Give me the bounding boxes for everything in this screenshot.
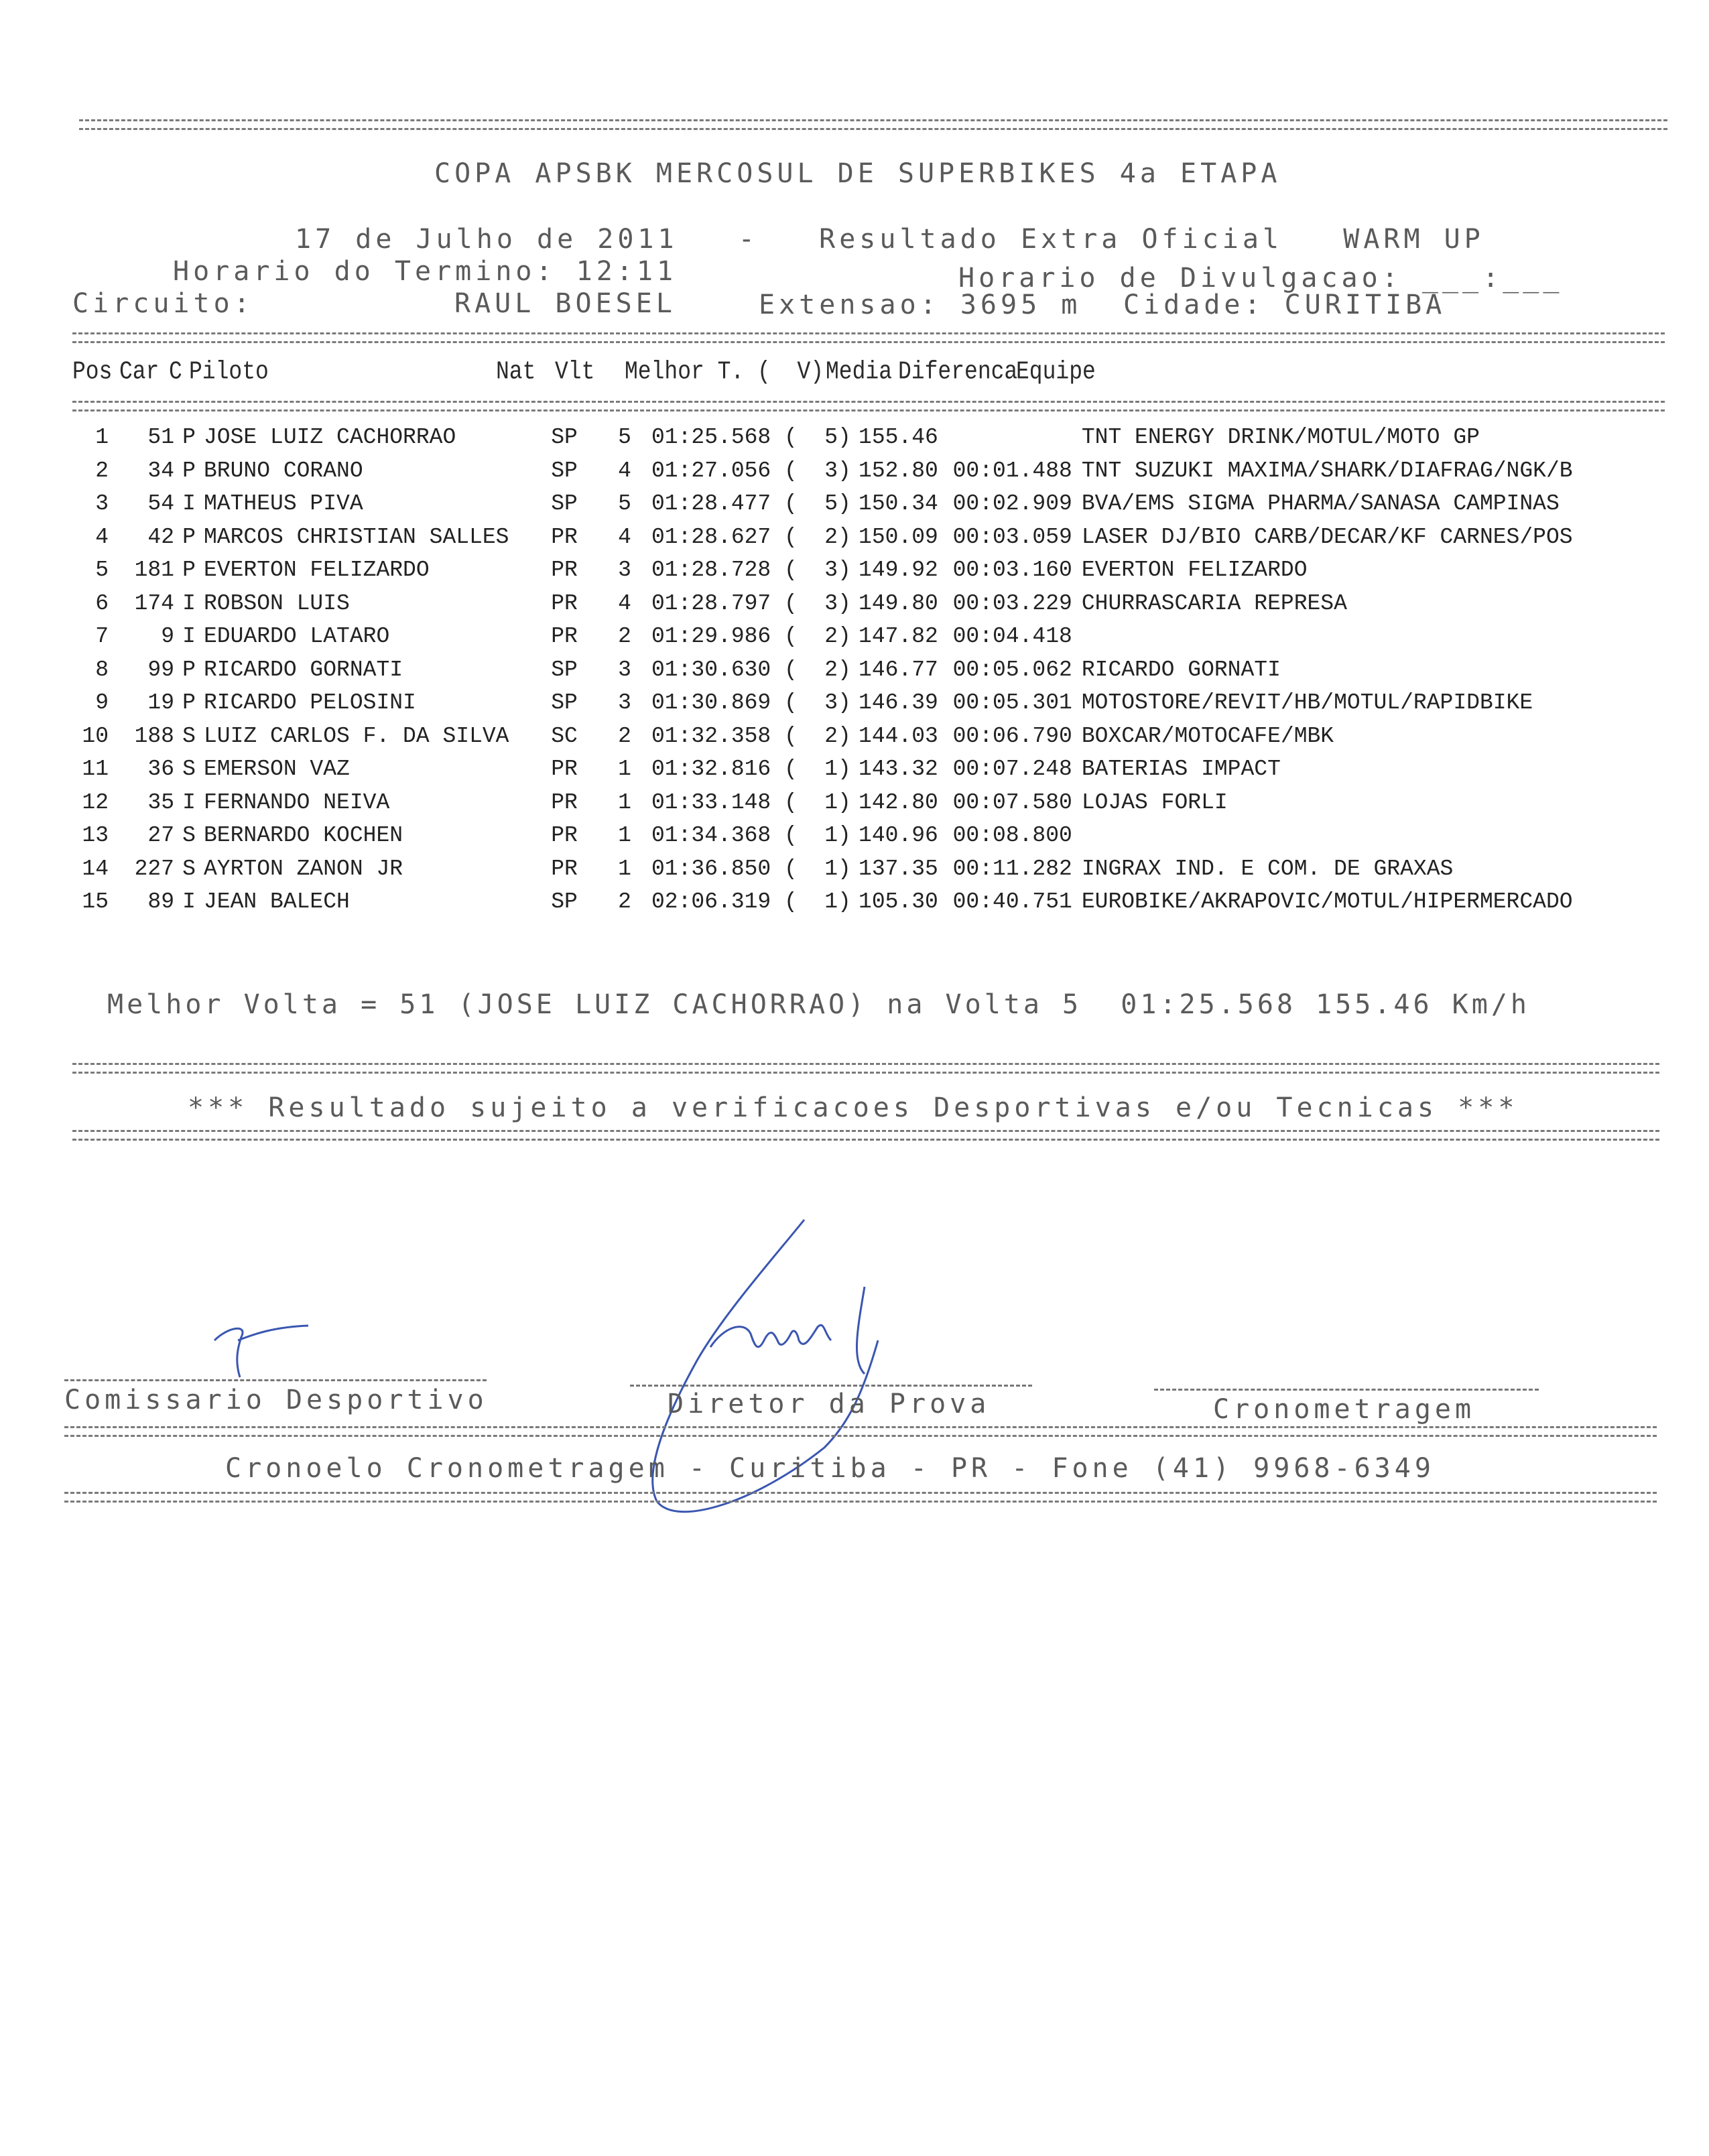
class-cell: P [182,657,196,682]
average-speed-cell: 143.32 [859,757,938,782]
class-cell: S [182,856,196,881]
class-cell: I [182,491,196,517]
table-row [67,620,1573,653]
best-time-cell: 01:28.797 ( [651,590,798,616]
col-nat: Nat [496,357,536,386]
team-cell [1072,620,1573,653]
nationality-cell: SC [551,723,578,749]
position-cell: 1 [95,425,109,450]
position-cell: 2 [95,458,109,483]
best-time-cell: 01:32.358 ( [651,723,798,749]
class-cell: I [182,590,196,616]
class-cell: P [182,558,196,583]
rider-name-cell: RICARDO PELOSINI [204,690,416,716]
class-cell: I [182,889,196,915]
laps-cell: 5 [618,425,631,450]
nationality-cell: PR [551,789,578,815]
team-cell: INGRAX IND. E COM. DE GRAXAS [1081,856,1454,881]
nationality-cell: SP [551,889,578,915]
best-time-cell: 01:30.630 ( [651,657,798,682]
cronometragem-caption: Cronometragem [1213,1394,1476,1425]
position-cell: 8 [95,657,109,682]
laps-cell: 4 [618,524,631,550]
rider-name-cell: MARCOS CHRISTIAN SALLES [204,524,509,550]
nationality-cell: PR [551,856,578,881]
best-lap-number-cell: 5) [824,491,851,517]
gap-cell: 00:02.909 [952,491,1072,517]
rider-name-cell: JOSE LUIZ CACHORRAO [204,425,456,450]
date-line: 17 de Julho de 2011 - Resultado Extra Oficial WARM UP [295,224,1484,255]
team-cell: BOXCAR/MOTOCAFE/MBK [1081,723,1334,749]
laps-cell: 3 [618,558,631,583]
team-cell: MOTOSTORE/REVIT/HB/MOTUL/RAPIDBIKE [1081,690,1533,716]
position-cell: 4 [95,524,109,550]
car-number-cell: 227 [134,856,174,881]
rider-name-cell: BERNARDO KOCHEN [204,823,403,848]
gap-cell: 00:08.800 [952,823,1072,848]
table-row [67,720,1573,753]
class-cell: S [182,757,196,782]
gap-cell [938,421,1072,454]
class-cell: S [182,823,196,848]
average-speed-cell: 137.35 [859,856,938,881]
best-lap: Melhor Volta = 51 (JOSE LUIZ CACHORRAO) na Volta 5 01:25.568 155.46 Km/h [107,989,1530,1020]
best-time-cell: 01:29.986 ( [651,624,798,649]
col-melhor: Melhor T. ( V) [625,357,824,386]
col-diferenca: Diferenca [898,357,1018,386]
best-time-cell: 01:25.568 ( [651,425,798,450]
circuito-label: Circuito: [72,288,254,319]
position-cell: 14 [82,856,109,881]
best-lap-number-cell: 2) [824,624,851,649]
car-number-cell: 36 [147,757,174,782]
gap-cell: 00:07.580 [952,789,1072,815]
best-time-cell: 01:28.728 ( [651,558,798,583]
gap-cell: 00:40.751 [952,889,1072,915]
disclaimer-rule-bottom [72,1130,1659,1141]
comissario-caption: Comissario Desportivo [64,1385,488,1415]
rider-name-cell: EDUARDO LATARO [204,624,390,649]
table-row [67,819,1573,852]
rider-name-cell: EVERTON FELIZARDO [204,558,430,583]
rider-name-cell: LUIZ CARLOS F. DA SILVA [204,723,509,749]
nationality-cell: SP [551,657,578,682]
rider-name-cell: MATHEUS PIVA [204,491,363,517]
best-lap-number-cell: 5) [824,425,851,450]
team-cell: TNT ENERGY DRINK/MOTUL/MOTO GP [1081,425,1480,450]
laps-cell: 1 [618,757,631,782]
gap-cell: 00:07.248 [952,757,1072,782]
cronometragem-sign-line [1154,1389,1539,1391]
nationality-cell: PR [551,590,578,616]
rider-name-cell: EMERSON VAZ [204,757,350,782]
laps-cell: 1 [618,789,631,815]
laps-cell: 3 [618,657,631,682]
best-lap-number-cell: 2) [824,524,851,550]
average-speed-cell: 146.77 [859,657,938,682]
nationality-cell: PR [551,558,578,583]
team-cell: BVA/EMS SIGMA PHARMA/SANASA CAMPINAS [1081,491,1560,517]
table-row [67,653,1573,687]
rider-name-cell: RICARDO GORNATI [204,657,403,682]
car-number-cell: 89 [147,889,174,915]
class-cell: S [182,723,196,749]
team-cell: RICARDO GORNATI [1081,657,1281,682]
class-cell: P [182,690,196,716]
laps-cell: 2 [618,624,631,649]
rider-name-cell: BRUNO CORANO [204,458,363,483]
gap-cell: 00:06.790 [952,723,1072,749]
position-cell: 5 [95,558,109,583]
class-cell: P [182,425,196,450]
best-lap-number-cell: 1) [824,856,851,881]
class-cell: P [182,524,196,550]
best-time-cell: 01:30.869 ( [651,690,798,716]
divulgacao-time: Horario de Divulgacao: ___:___ [958,263,1564,294]
col-class: C [169,357,182,386]
car-number-cell: 99 [147,657,174,682]
laps-cell: 1 [618,856,631,881]
diretor-caption: Diretor da Prova [668,1389,991,1419]
gap-cell: 00:03.229 [952,590,1072,616]
results-table [67,421,1573,919]
gap-cell: 00:05.301 [952,690,1072,716]
average-speed-cell: 142.80 [859,789,938,815]
average-speed-cell: 146.39 [859,690,938,716]
nationality-cell: SP [551,491,578,517]
best-time-cell: 01:28.477 ( [651,491,798,517]
comissario-signature [201,1320,322,1394]
best-lap-number-cell: 1) [824,889,851,915]
car-number-cell: 9 [161,624,174,649]
diretor-signature [623,1206,932,1535]
average-speed-cell: 150.09 [859,524,938,550]
rider-name-cell: FERNANDO NEIVA [204,789,390,815]
laps-cell: 3 [618,690,631,716]
table-row [67,786,1573,820]
nationality-cell: SP [551,458,578,483]
table-row [67,753,1573,786]
laps-cell: 1 [618,823,631,848]
class-cell: I [182,789,196,815]
best-lap-number-cell: 1) [824,757,851,782]
laps-cell: 2 [618,723,631,749]
table-row [67,454,1573,488]
team-cell: TNT SUZUKI MAXIMA/SHARK/DIAFRAG/NGK/B [1081,458,1573,483]
gap-cell: 00:03.160 [952,558,1072,583]
position-cell: 12 [82,789,109,815]
average-speed-cell: 105.30 [859,889,938,915]
disclaimer-rule-top [72,1063,1659,1074]
best-lap-number-cell: 1) [824,789,851,815]
position-cell: 6 [95,590,109,616]
col-pos: Pos [72,357,113,386]
nationality-cell: SP [551,425,578,450]
car-number-cell: 51 [147,425,174,450]
event-title: COPA APSBK MERCOSUL DE SUPERBIKES 4a ETAPA [434,158,1281,189]
average-speed-cell: 147.82 [859,624,938,649]
table-row [67,852,1573,886]
car-number-cell: 181 [134,558,174,583]
best-time-cell: 01:32.816 ( [651,757,798,782]
footer-rule-bottom [64,1492,1657,1503]
rider-name-cell: JEAN BALECH [204,889,350,915]
class-cell: P [182,458,196,483]
team-cell: EVERTON FELIZARDO [1081,558,1308,583]
average-speed-cell: 155.46 [859,425,938,450]
car-number-cell: 19 [147,690,174,716]
circuito-name: RAUL BOESEL [454,288,676,319]
best-lap-number-cell: 3) [824,558,851,583]
table-row [67,554,1573,587]
average-speed-cell: 152.80 [859,458,938,483]
gap-cell: 00:05.062 [952,657,1072,682]
gap-cell: 00:04.418 [952,624,1072,649]
position-cell: 9 [95,690,109,716]
best-time-cell: 01:28.627 ( [651,524,798,550]
average-speed-cell: 144.03 [859,723,938,749]
col-piloto: Piloto [189,357,269,386]
gap-cell: 00:03.059 [952,524,1072,550]
team-cell: LASER DJ/BIO CARB/DECAR/KF CARNES/POS [1081,524,1573,550]
laps-cell: 4 [618,458,631,483]
nationality-cell: PR [551,757,578,782]
extensao: Extensao: 3695 m [759,290,1082,320]
car-number-cell: 34 [147,458,174,483]
best-time-cell: 02:06.319 ( [651,889,798,915]
laps-cell: 2 [618,889,631,915]
header-rule [72,332,1665,343]
best-time-cell: 01:36.850 ( [651,856,798,881]
footer-contact: Cronoelo Cronometragem - Curitiba - PR - Fone (41) 9968-6349 [225,1453,1435,1484]
best-lap-number-cell: 2) [824,723,851,749]
gap-cell: 00:11.282 [952,856,1072,881]
car-number-cell: 27 [147,823,174,848]
average-speed-cell: 149.92 [859,558,938,583]
position-cell: 13 [82,823,109,848]
class-cell: I [182,624,196,649]
col-equipe: Equipe [1016,357,1096,386]
table-row [67,587,1573,621]
team-cell [1072,819,1573,852]
best-time-cell: 01:27.056 ( [651,458,798,483]
position-cell: 3 [95,491,109,517]
average-speed-cell: 140.96 [859,823,938,848]
laps-cell: 5 [618,491,631,517]
col-car: Car [119,357,160,386]
rider-name-cell: AYRTON ZANON JR [204,856,403,881]
termino-time: Horario do Termino: 12:11 [173,256,678,287]
best-lap-number-cell: 3) [824,458,851,483]
position-cell: 11 [82,757,109,782]
top-rule [79,119,1667,130]
nationality-cell: PR [551,624,578,649]
best-lap-number-cell: 3) [824,590,851,616]
team-cell: LOJAS FORLI [1081,789,1228,815]
car-number-cell: 188 [134,723,174,749]
position-cell: 7 [95,624,109,649]
nationality-cell: SP [551,690,578,716]
col-vlt: Vlt [555,357,595,386]
cidade: Cidade: CURITIBA [1123,290,1446,320]
best-time-cell: 01:33.148 ( [651,789,798,815]
disclaimer: *** Resultado sujeito a verificacoes Desportivas e/ou Tecnicas *** [188,1092,1519,1123]
gap-cell: 00:01.488 [952,458,1072,483]
table-row [67,885,1573,919]
average-speed-cell: 149.80 [859,590,938,616]
columns-rule [72,401,1665,411]
nationality-cell: PR [551,823,578,848]
best-lap-number-cell: 1) [824,823,851,848]
car-number-cell: 54 [147,491,174,517]
position-cell: 10 [82,723,109,749]
table-row [67,487,1573,521]
car-number-cell: 174 [134,590,174,616]
footer-rule-top [64,1426,1657,1437]
col-media: Media [826,357,893,386]
best-lap-number-cell: 2) [824,657,851,682]
rider-name-cell: ROBSON LUIS [204,590,350,616]
table-row [67,521,1573,554]
team-cell: BATERIAS IMPACT [1081,757,1281,782]
laps-cell: 4 [618,590,631,616]
average-speed-cell: 150.34 [859,491,938,517]
table-row [67,686,1573,720]
team-cell: CHURRASCARIA REPRESA [1081,590,1347,616]
table-row [67,421,1573,454]
car-number-cell: 35 [147,789,174,815]
nationality-cell: PR [551,524,578,550]
best-lap-number-cell: 3) [824,690,851,716]
position-cell: 15 [82,889,109,915]
best-time-cell: 01:34.368 ( [651,823,798,848]
team-cell: EUROBIKE/AKRAPOVIC/MOTUL/HIPERMERCADO [1081,889,1573,915]
car-number-cell: 42 [147,524,174,550]
